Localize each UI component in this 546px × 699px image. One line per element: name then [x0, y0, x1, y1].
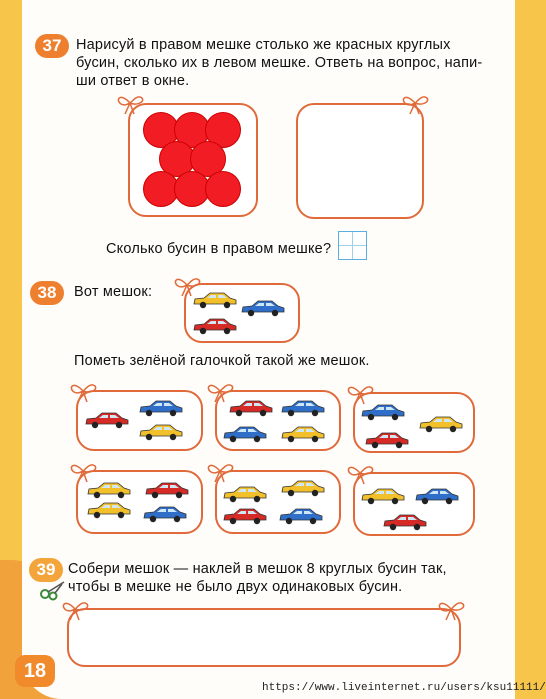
car-yellow-icon: [86, 480, 132, 500]
car-red-icon: [84, 410, 130, 430]
bow-icon: [345, 462, 375, 484]
car-yellow-icon: [138, 422, 184, 442]
task-37-text-line1: Нарисуй в правом мешке столько же красных круглых: [76, 37, 451, 53]
bow-icon: [115, 92, 145, 114]
car-yellow-icon: [86, 500, 132, 520]
car-red-icon: [192, 316, 238, 336]
car-yellow-icon: [360, 486, 406, 506]
car-blue-icon: [222, 424, 268, 444]
car-red-icon: [364, 430, 410, 450]
task-37-text-line2: бусин, сколько их в левом мешке. Ответь на вопрос, напи-: [76, 55, 483, 71]
answer-box[interactable]: [338, 231, 367, 260]
task-37-text-line3: ши ответ в окне.: [76, 73, 190, 89]
task-38-intro: Вот мешок:: [74, 284, 153, 300]
bow-icon: [205, 460, 235, 482]
car-yellow-icon: [192, 290, 238, 310]
car-red-icon: [222, 506, 268, 526]
left-bag: [128, 103, 258, 217]
car-red-icon: [382, 512, 428, 532]
bow-icon: [68, 460, 98, 482]
footer-url[interactable]: https://www.liveinternet.ru/users/ksu11111/: [262, 682, 546, 694]
car-yellow-icon: [418, 414, 464, 434]
right-bag-drawing-area[interactable]: [296, 103, 424, 219]
car-yellow-icon: [280, 424, 326, 444]
car-blue-icon: [240, 298, 286, 318]
scissors-icon: [40, 580, 66, 600]
sticker-bag[interactable]: [67, 608, 461, 667]
task-38-badge: 38: [30, 281, 64, 305]
car-red-icon: [144, 480, 190, 500]
car-blue-icon: [278, 506, 324, 526]
car-red-icon: [228, 398, 274, 418]
task-37-badge: 37: [35, 34, 69, 58]
car-blue-icon: [138, 398, 184, 418]
car-blue-icon: [414, 486, 460, 506]
task-37-question: Сколько бусин в правом мешке?: [106, 241, 332, 257]
bead: [205, 171, 241, 207]
car-blue-icon: [280, 398, 326, 418]
task-39-text-line1: Собери мешок — наклей в мешок 8 круглых бусин так,: [68, 561, 447, 577]
bow-icon: [400, 92, 430, 114]
car-blue-icon: [142, 504, 188, 524]
bow-icon: [345, 382, 375, 404]
bow-icon: [60, 598, 90, 620]
task-39-badge: 39: [29, 558, 63, 582]
page-number: 18: [15, 655, 55, 687]
car-yellow-icon: [280, 478, 326, 498]
task-38-instruction: Пометь зелёной галочкой такой же мешок.: [74, 353, 370, 369]
task-39-text-line2: чтобы в мешке не было двух одинаковых бусин.: [68, 579, 403, 595]
bow-icon: [436, 598, 466, 620]
car-yellow-icon: [222, 484, 268, 504]
car-blue-icon: [360, 402, 406, 422]
bow-icon: [68, 380, 98, 402]
